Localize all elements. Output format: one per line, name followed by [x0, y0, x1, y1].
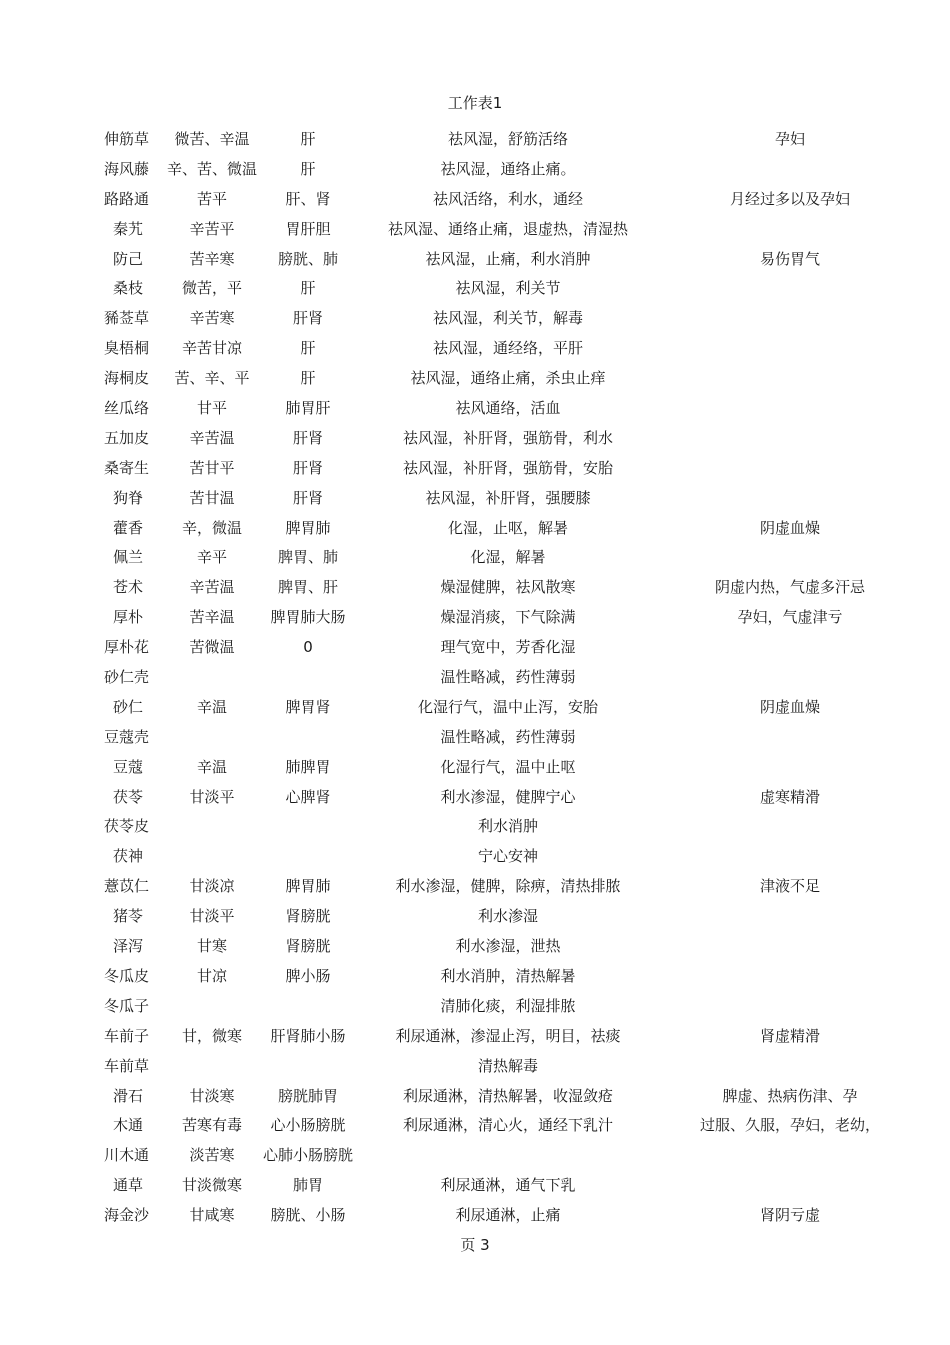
herb-name: 五加皮 — [104, 428, 150, 447]
herb-effect: 祛风湿，舒筋活络 — [447, 130, 568, 148]
table-row — [0, 515, 950, 545]
herb-caution: 肾阴亏虚 — [759, 1206, 820, 1225]
herb-taste: 苦甘平 — [189, 458, 235, 477]
herb-meridian: 肾膀胱 — [285, 937, 331, 956]
herb-effect: 利尿通淋，通气下乳 — [440, 1176, 576, 1195]
herb-name: 木通 — [112, 1116, 143, 1135]
herb-taste: 甘淡微寒 — [181, 1176, 242, 1195]
herb-effect: 化湿行气，温中止呕 — [440, 757, 576, 776]
table-row — [0, 305, 950, 335]
herb-meridian: 肝、肾 — [285, 189, 331, 208]
herb-effect: 清热解毒 — [477, 1056, 538, 1075]
herb-taste: 辛温 — [196, 757, 227, 776]
herb-effect: 利水渗湿，健脾，除痹，清热排脓 — [395, 877, 621, 896]
herb-name: 厚朴 — [112, 608, 143, 627]
herb-taste: 甘淡凉 — [189, 877, 235, 896]
herb-effect: 祛风活络，利水，通经 — [432, 189, 583, 208]
herb-meridian: 肝肾 — [292, 488, 323, 507]
herb-name: 厚朴花 — [104, 638, 150, 657]
herb-effect: 燥湿健脾，祛风散寒 — [440, 578, 576, 597]
herb-name: 猪苓 — [112, 907, 143, 926]
herb-name: 桑枝 — [112, 279, 143, 298]
herb-caution: 孕妇，气虚津亏 — [737, 608, 843, 627]
herb-caution: 月经过多以及孕妇 — [729, 189, 850, 208]
herb-name: 川木通 — [104, 1146, 150, 1165]
herb-name: 桑寄生 — [104, 458, 150, 477]
herb-caution: 阴虚血燥 — [759, 518, 820, 537]
herb-meridian: 肾膀胱 — [285, 907, 331, 926]
herb-caution: 津液不足 — [759, 877, 820, 896]
table-row — [0, 664, 950, 694]
table-row — [0, 813, 950, 843]
herb-meridian: 肝 — [300, 279, 316, 298]
herb-meridian: 脾胃肾 — [285, 697, 331, 716]
herb-taste: 苦甘温 — [189, 488, 235, 507]
herb-effect: 利水消肿 — [477, 817, 538, 836]
herb-effect: 祛风湿，通络止痛。 — [440, 159, 576, 178]
herb-meridian: 心脾肾 — [285, 787, 331, 806]
herb-taste: 辛，微温 — [181, 518, 242, 537]
herb-meridian: 肝肾 — [292, 458, 323, 477]
herb-taste: 辛、苦、微温 — [166, 159, 257, 178]
herb-effect: 祛风湿，利关节，解毒 — [432, 309, 583, 328]
table-row — [0, 365, 950, 395]
herb-effect: 祛风湿、通络止痛，退虚热，清湿热 — [387, 219, 628, 238]
herb-name: 丝瓜络 — [104, 399, 150, 418]
herb-meridian: 肝 — [300, 159, 316, 178]
herb-caution: 脾虚、热病伤津、孕 — [722, 1086, 858, 1105]
herb-meridian: 脾小肠 — [285, 966, 331, 985]
herb-taste: 苦微温 — [189, 638, 235, 657]
herb-effect: 化湿，止呕，解暑 — [447, 518, 568, 537]
herb-meridian: 膀胱肺胃 — [277, 1086, 338, 1105]
table-row — [0, 1172, 950, 1202]
herb-name: 狗脊 — [112, 488, 143, 507]
herb-effect: 清肺化痰，利湿排脓 — [440, 996, 576, 1015]
herb-name: 臭梧桐 — [104, 339, 150, 358]
herb-effect: 温性略减，药性薄弱 — [440, 668, 576, 687]
herb-caution: 虚寒精滑 — [759, 787, 820, 806]
herb-table — [0, 126, 950, 1232]
herb-effect: 利尿通淋，渗湿止泻，明目，祛痰 — [395, 1026, 621, 1045]
herb-meridian: 脾胃、肺 — [277, 548, 338, 567]
herb-meridian: 肺脾胃 — [285, 757, 331, 776]
table-row — [0, 425, 950, 455]
table-row — [0, 843, 950, 873]
herb-name: 茯苓皮 — [104, 817, 150, 836]
herb-taste: 甘淡寒 — [189, 1086, 235, 1105]
herb-taste: 苦辛温 — [189, 608, 235, 627]
herb-taste: 辛苦平 — [189, 219, 235, 238]
herb-effect: 利水渗湿 — [477, 907, 538, 926]
herb-name: 伸筋草 — [104, 130, 150, 148]
herb-name: 秦艽 — [112, 219, 143, 238]
herb-name: 豆蔻壳 — [104, 727, 150, 746]
herb-taste: 甘，微寒 — [181, 1026, 242, 1045]
table-row — [0, 634, 950, 664]
table-row — [0, 604, 950, 634]
table-row — [0, 933, 950, 963]
herb-name: 砂仁壳 — [104, 668, 150, 687]
herb-name: 佩兰 — [112, 548, 143, 567]
table-row — [0, 275, 950, 305]
table-row — [0, 335, 950, 365]
table-row — [0, 246, 950, 276]
herb-taste: 微苦、辛温 — [174, 130, 250, 148]
herb-taste: 苦寒有毒 — [181, 1116, 242, 1135]
table-row — [0, 1053, 950, 1083]
herb-name: 路路通 — [104, 189, 150, 208]
herb-name: 藿香 — [112, 518, 143, 537]
herb-effect: 祛风湿，通经络，平肝 — [432, 339, 583, 358]
herb-name: 苍术 — [112, 578, 143, 597]
table-row — [0, 216, 950, 246]
table-row — [0, 873, 950, 903]
herb-effect: 祛风湿，补肝肾，强腰膝 — [425, 488, 591, 507]
herb-name: 滑石 — [112, 1086, 143, 1105]
herb-effect: 祛风湿，利关节 — [455, 279, 561, 298]
herb-caution: 过服、久服，孕妇，老幼， — [699, 1116, 880, 1135]
herb-name: 海桐皮 — [104, 369, 150, 388]
table-row — [0, 1142, 950, 1172]
herb-effect: 利水渗湿，健脾宁心 — [440, 787, 576, 806]
herb-name: 通草 — [112, 1176, 143, 1195]
herb-name: 防己 — [112, 249, 143, 268]
herb-name: 茯苓 — [112, 787, 143, 806]
herb-meridian: 脾胃肺 — [285, 518, 331, 537]
herb-taste: 甘淡平 — [189, 907, 235, 926]
herb-effect: 燥湿消痰，下气除满 — [440, 608, 576, 627]
herb-taste: 甘寒 — [196, 937, 227, 956]
table-row — [0, 156, 950, 186]
herb-taste: 甘淡平 — [189, 787, 235, 806]
herb-taste: 苦辛寒 — [189, 249, 235, 268]
herb-name: 车前子 — [104, 1026, 150, 1045]
herb-meridian: 肺胃肝 — [285, 399, 331, 418]
herb-effect: 化湿，解暑 — [470, 548, 546, 567]
table-row — [0, 1202, 950, 1232]
table-row — [0, 395, 950, 425]
herb-taste: 辛苦温 — [189, 428, 235, 447]
herb-effect: 理气宽中，芳香化湿 — [440, 638, 576, 657]
herb-meridian: 肝 — [300, 369, 316, 388]
herb-taste: 甘咸寒 — [189, 1206, 235, 1225]
sheet-title: 工作表1 — [447, 94, 503, 112]
herb-effect: 祛风通络，活血 — [455, 399, 561, 418]
herb-name: 薏苡仁 — [104, 877, 150, 896]
herb-meridian: 胃肝胆 — [285, 219, 331, 238]
herb-taste: 淡苦寒 — [189, 1146, 235, 1165]
herb-effect: 祛风湿，通络止痛，杀虫止痒 — [410, 369, 606, 388]
table-row — [0, 1083, 950, 1113]
herb-meridian: 肝 — [300, 130, 316, 148]
herb-effect: 祛风湿，补肝肾，强筋骨，利水 — [402, 428, 613, 447]
herb-taste: 辛平 — [196, 548, 227, 567]
herb-taste: 苦、辛、平 — [174, 369, 250, 388]
herb-name: 车前草 — [104, 1056, 150, 1075]
herb-effect: 利水消肿，清热解暑 — [440, 966, 576, 985]
table-row — [0, 126, 950, 156]
herb-meridian: 脾胃肺 — [285, 877, 331, 896]
table-row — [0, 1023, 950, 1053]
herb-effect: 宁心安神 — [477, 847, 538, 866]
herb-meridian: 脾胃肺大肠 — [270, 608, 346, 627]
herb-effect: 化湿行气，温中止泻，安胎 — [417, 697, 598, 716]
herb-name: 豨莶草 — [104, 309, 150, 328]
herb-caution: 孕妇 — [774, 130, 805, 148]
herb-meridian: 肺胃 — [292, 1176, 323, 1195]
herb-meridian: 脾胃、肝 — [277, 578, 338, 597]
herb-effect: 利尿通淋，止痛 — [455, 1206, 561, 1225]
herb-name: 泽泻 — [112, 937, 143, 956]
herb-meridian: 膀胱、肺 — [277, 249, 338, 268]
herb-taste: 辛苦甘凉 — [181, 339, 242, 358]
herb-effect: 利水渗湿，泄热 — [455, 937, 561, 956]
herb-caution: 阴虚血燥 — [759, 697, 820, 716]
herb-meridian: 肝 — [300, 339, 316, 358]
herb-name: 豆蔻 — [112, 757, 143, 776]
herb-name: 冬瓜皮 — [104, 966, 150, 985]
herb-taste: 辛苦寒 — [189, 309, 235, 328]
table-row — [0, 754, 950, 784]
table-row — [0, 574, 950, 604]
herb-meridian: 0 — [303, 638, 313, 657]
herb-taste: 甘平 — [196, 399, 227, 418]
table-row — [0, 784, 950, 814]
herb-meridian: 肝肾肺小肠 — [270, 1026, 346, 1045]
herb-caution: 易伤胃气 — [759, 249, 820, 268]
herb-name: 茯神 — [112, 847, 143, 866]
table-row — [0, 903, 950, 933]
herb-meridian: 肝肾 — [292, 428, 323, 447]
herb-effect: 利尿通淋，清心火，通经下乳汁 — [402, 1116, 613, 1135]
page-number: 页 3 — [460, 1236, 490, 1254]
herb-caution: 阴虚内热，气虚多汗忌 — [714, 578, 865, 597]
table-row — [0, 485, 950, 515]
table-row — [0, 993, 950, 1023]
herb-name: 冬瓜子 — [104, 996, 150, 1015]
herb-effect: 祛风湿，止痛，利水消肿 — [425, 249, 591, 268]
herb-taste: 辛温 — [196, 697, 227, 716]
herb-meridian: 心小肠膀胱 — [270, 1116, 346, 1135]
table-row — [0, 544, 950, 574]
table-row — [0, 455, 950, 485]
herb-effect: 祛风湿，补肝肾，强筋骨，安胎 — [402, 458, 613, 477]
table-row — [0, 724, 950, 754]
herb-taste: 微苦，平 — [181, 279, 242, 298]
herb-name: 砂仁 — [112, 697, 143, 716]
table-row — [0, 694, 950, 724]
herb-effect: 温性略减，药性薄弱 — [440, 727, 576, 746]
herb-taste: 甘凉 — [196, 966, 227, 985]
herb-meridian: 心肺小肠膀胱 — [262, 1146, 353, 1165]
herb-effect: 利尿通淋，清热解暑，收湿敛疮 — [402, 1086, 613, 1105]
herb-meridian: 肝肾 — [292, 309, 323, 328]
table-row — [0, 1112, 950, 1142]
herb-meridian: 膀胱、小肠 — [270, 1206, 346, 1225]
herb-name: 海金沙 — [104, 1206, 150, 1225]
herb-taste: 苦平 — [196, 189, 227, 208]
table-row — [0, 186, 950, 216]
table-row — [0, 963, 950, 993]
herb-taste: 辛苦温 — [189, 578, 235, 597]
herb-caution: 肾虚精滑 — [759, 1026, 820, 1045]
herb-name: 海风藤 — [104, 159, 150, 178]
